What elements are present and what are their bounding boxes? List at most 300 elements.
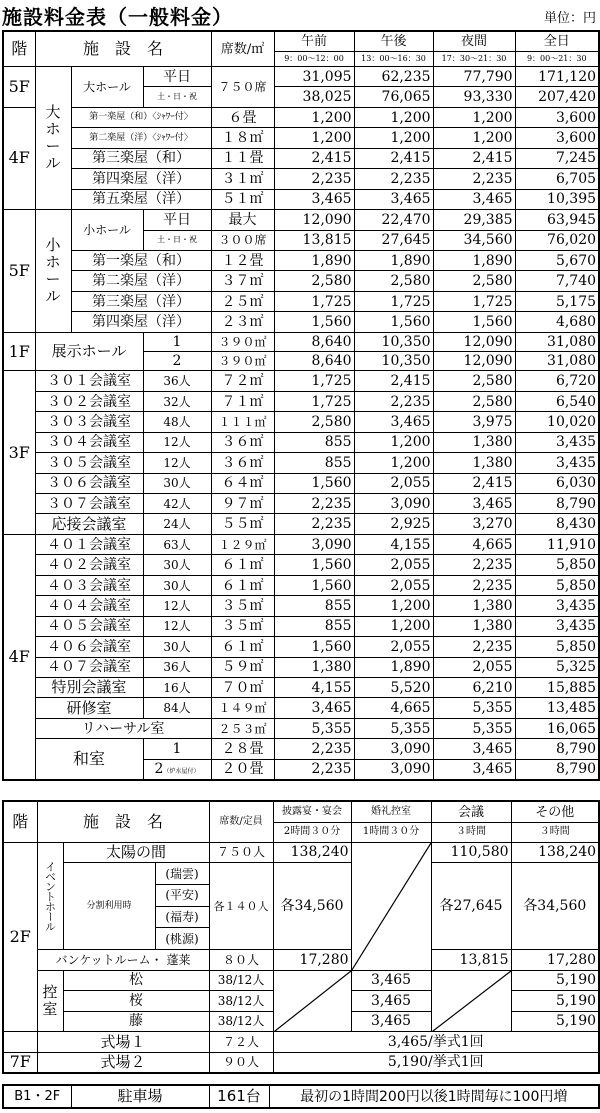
price-cell: 3,435 [515, 432, 599, 452]
price-cell: 2,415 [274, 148, 354, 168]
col-allday-header: 全日 [515, 31, 599, 51]
price-cell: 1,200 [433, 107, 515, 127]
room-size: ７１㎡ [211, 391, 274, 411]
room-name: ３０７会議室 [35, 494, 143, 514]
price-cell: 5,520 [354, 677, 433, 697]
meeting-duration: ３時間 [431, 823, 511, 843]
price-cell: 1,890 [354, 657, 433, 677]
price-cell: 77,790 [433, 67, 515, 87]
price-cell: 31,080 [515, 332, 599, 351]
price-cell: 93,330 [433, 87, 515, 107]
am-time: 9：00～12：00 [274, 51, 354, 66]
exhibition-hall-name: 展示ホール [35, 332, 143, 371]
price-cell: 2,580 [354, 271, 433, 291]
pm-time: 13：00～16：30 [354, 51, 433, 66]
price-cell: 3,600 [515, 107, 599, 127]
not-applicable-cell [273, 970, 351, 1032]
price-cell: 2,055 [354, 473, 433, 493]
price-cell: 4,155 [274, 677, 354, 697]
price-cell: 1,200 [354, 616, 433, 636]
split-use-label: 分割利用時 [63, 863, 155, 950]
price-cell: 855 [274, 432, 354, 452]
room-size: ３７㎡ [211, 271, 274, 291]
price-cell: 138,240 [273, 842, 351, 863]
room-capacity: 63人 [143, 534, 211, 554]
room-capacity: 30人 [143, 575, 211, 595]
price-cell: 2,235 [274, 494, 354, 514]
room-name: 太陽の間 [63, 842, 209, 863]
price-cell: 2,235 [354, 391, 433, 411]
price-cell: 1,200 [274, 128, 354, 148]
max-label: 最大 [211, 210, 274, 230]
price-cell: 11,910 [515, 534, 599, 554]
room-size: ６１㎡ [211, 555, 274, 575]
room-size: １８㎡ [211, 128, 274, 148]
price-cell: 34,560 [433, 230, 515, 250]
price-cell: 4,665 [433, 534, 515, 554]
room-size: ３９０㎡ [211, 332, 274, 351]
col-evening-header: 夜間 [433, 31, 515, 51]
price-cell: 2,415 [354, 371, 433, 391]
price-cell: 27,645 [354, 230, 433, 250]
price-cell: 2,055 [433, 657, 515, 677]
col-pm-header: 午後 [354, 31, 433, 51]
floor-2f: 2F [3, 842, 37, 1032]
price-cell: 2,055 [354, 555, 433, 575]
room-capacity: 36人 [143, 657, 211, 677]
ceremony-hall-2: 式場２ [37, 1052, 209, 1073]
price-cell: 2,235 [274, 169, 354, 189]
price-cell: 3,465 [433, 494, 515, 514]
price-cell: 2,415 [433, 473, 515, 493]
room-size: ３６㎡ [211, 453, 274, 473]
room-size: ２５３㎡ [211, 718, 274, 738]
price-cell: 1,380 [274, 657, 354, 677]
price-cell: 2,580 [433, 271, 515, 291]
room-size: ９７㎡ [211, 494, 274, 514]
price-cell: 7,740 [515, 271, 599, 291]
price-cell: 3,465 [351, 991, 431, 1012]
price-cell: 1,380 [433, 453, 515, 473]
price-cell: 1,200 [433, 128, 515, 148]
price-cell: 6,705 [515, 169, 599, 189]
room-size: ６１㎡ [211, 637, 274, 657]
floor-1f: 1F [3, 332, 35, 371]
room-capacity: 各１４０人 [209, 863, 273, 950]
room-capacity: 42人 [143, 494, 211, 514]
price-cell: 2,235 [433, 575, 515, 595]
price-cell: 5,850 [515, 575, 599, 595]
price-cell: 3,600 [515, 128, 599, 148]
price-cell: 各27,645 [431, 863, 511, 950]
weekend-label: 土・日・祝 [143, 87, 211, 107]
col-facility-header: 施 設 名 [37, 801, 209, 842]
room-name: ３０１会議室 [35, 371, 143, 391]
price-cell: 3,465 [351, 970, 431, 991]
col-bridal-room-header: 婚礼控室 [351, 801, 431, 823]
room-name: 第三楽屋（洋） [71, 291, 211, 311]
price-cell: 2,235 [433, 637, 515, 657]
price-cell: 5,190 [511, 991, 599, 1012]
price-cell: 各34,560 [511, 863, 599, 950]
price-cell: 3,465 [433, 759, 515, 780]
room-capacity: 30人 [143, 473, 211, 493]
price-cell: 3,435 [515, 453, 599, 473]
room-capacity: 12人 [143, 616, 211, 636]
parking-fee: 最初の1時間200円以後1時間毎に100円増 [269, 1085, 599, 1108]
price-cell: 3,975 [433, 412, 515, 432]
price-cell: 855 [274, 453, 354, 473]
room-capacity: ７５０人 [209, 842, 273, 863]
price-cell: 15,885 [515, 677, 599, 697]
room-size: １１１㎡ [211, 412, 274, 432]
price-cell: 5,175 [515, 291, 599, 311]
room-capacity: ９０人 [209, 1052, 273, 1073]
price-cell: 1,890 [274, 250, 354, 270]
room-size: ７０㎡ [211, 677, 274, 697]
not-applicable-cell [351, 842, 431, 970]
room-name: 第二楽屋（洋） [71, 271, 211, 291]
price-cell: 2,235 [354, 169, 433, 189]
room-size: ５１㎡ [211, 189, 274, 209]
room-name: ３０２会議室 [35, 391, 143, 411]
col-meeting-header: 会議 [431, 801, 511, 823]
allday-time: 9：00～21：30 [515, 51, 599, 66]
banquet-duration: 2時間３０分 [273, 823, 351, 843]
floor-2f-cont [3, 1032, 37, 1053]
price-cell: 1,200 [354, 453, 433, 473]
room-name: 第一楽屋（和） [71, 250, 211, 270]
price-cell: 5,190 [511, 1011, 599, 1032]
room-capacity: 48人 [143, 412, 211, 432]
price-cell: 1,200 [274, 107, 354, 127]
room-name: 第四楽屋（洋） [71, 169, 211, 189]
price-cell: 13,485 [515, 698, 599, 718]
price-cell: 8,790 [515, 494, 599, 514]
room-size: １２畳 [211, 250, 274, 270]
not-applicable-cell [431, 970, 511, 1032]
price-cell: 1,725 [274, 391, 354, 411]
price-cell: 5,355 [354, 718, 433, 738]
parking-table [2, 1084, 600, 1109]
price-cell: 38,025 [274, 87, 354, 107]
room-name: 桜 [63, 991, 209, 1012]
price-cell: 3,090 [354, 494, 433, 514]
price-cell: 1,725 [433, 291, 515, 311]
price-cell: 1,380 [433, 596, 515, 616]
banquet-fee-table [2, 800, 600, 1074]
price-cell: 1,725 [274, 371, 354, 391]
room-name: ４０３会議室 [35, 575, 143, 595]
price-cell: 2,235 [433, 169, 515, 189]
price-cell: 3,465 [351, 1011, 431, 1032]
price-cell: 207,420 [515, 87, 599, 107]
room-name: 第二楽屋（洋）〈ｼｬﾜｰ付〉 [71, 128, 211, 148]
price-cell: 8,640 [274, 352, 354, 371]
room-size: ３６㎡ [211, 432, 274, 452]
room-capacity: 36人 [143, 371, 211, 391]
price-cell: 3,465 [274, 189, 354, 209]
price-cell: 10,350 [354, 352, 433, 371]
price-cell: 7,245 [515, 148, 599, 168]
unit-label: 単位：円 [543, 11, 596, 26]
weekday-label: 平日 [143, 210, 211, 230]
room-name: (平安) [155, 884, 209, 906]
ceremony-hall-1: 式場１ [37, 1032, 209, 1053]
floor-4f: 4F [3, 534, 35, 780]
price-cell: 31,080 [515, 352, 599, 371]
price-cell: 1,560 [274, 575, 354, 595]
floor-4f: 4F [3, 107, 35, 209]
price-cell: 29,385 [433, 210, 515, 230]
price-cell: 138,240 [511, 842, 599, 863]
room-name: (福寿) [155, 906, 209, 928]
room-size: ３５㎡ [211, 596, 274, 616]
floor-5f: 5F [3, 67, 35, 108]
room-size: ５９㎡ [211, 657, 274, 677]
col-floor-header: 階 [3, 31, 35, 67]
price-cell: 1,890 [433, 250, 515, 270]
price-cell: 1,560 [433, 312, 515, 332]
general-fee-table [2, 30, 600, 781]
parking-floor: B1・2F [3, 1085, 71, 1108]
price-cell: 4,680 [515, 312, 599, 332]
col-seats-header: 席数/㎡ [211, 31, 274, 67]
room-name: ３０３会議室 [35, 412, 143, 432]
price-cell: 3,465 [433, 739, 515, 759]
room-size: ６畳 [211, 107, 274, 127]
price-cell: 1,380 [433, 616, 515, 636]
room-capacity: 30人 [143, 637, 211, 657]
col-facility-header: 施 設 名 [35, 31, 211, 67]
price-cell: 3,465 [274, 698, 354, 718]
room-size: １４９㎡ [211, 698, 274, 718]
price-cell: 31,095 [274, 67, 354, 87]
price-cell: 8,790 [515, 759, 599, 780]
ceremony-price: 3,465/挙式1回 [273, 1032, 599, 1053]
price-cell: 2,415 [433, 148, 515, 168]
price-cell: 5,355 [433, 698, 515, 718]
price-cell: 3,435 [515, 616, 599, 636]
price-cell: 2,235 [274, 514, 354, 534]
large-hall-seats: ７５０席 [211, 67, 274, 108]
price-cell: 1,200 [354, 432, 433, 452]
price-cell: 3,090 [274, 534, 354, 554]
waiting-room-group: 控 室 [37, 970, 63, 1032]
room-capacity: 38/12人 [209, 1011, 273, 1032]
price-cell: 171,120 [515, 67, 599, 87]
price-cell: 2,580 [433, 391, 515, 411]
price-cell: 1,560 [274, 312, 354, 332]
price-cell: 6,210 [433, 677, 515, 697]
room-capacity: 24人 [143, 514, 211, 534]
large-hall-name: 大ホール [71, 67, 143, 108]
price-cell: 10,395 [515, 189, 599, 209]
price-cell: 6,720 [515, 371, 599, 391]
room-capacity: 12人 [143, 596, 211, 616]
room-name: バンケットルーム・ 蓬莱 [37, 949, 209, 970]
price-cell: 4,665 [354, 698, 433, 718]
price-cell: 855 [274, 596, 354, 616]
room-name: 特別会議室 [35, 677, 143, 697]
room-size: １１畳 [211, 148, 274, 168]
floor-7f: 7F [3, 1052, 37, 1073]
price-cell: 5,850 [515, 555, 599, 575]
room-size: ２５㎡ [211, 291, 274, 311]
room-size: ６４㎡ [211, 473, 274, 493]
price-cell: 2,580 [433, 371, 515, 391]
price-cell: 2,415 [354, 148, 433, 168]
price-cell: 1,200 [354, 596, 433, 616]
room-name: 松 [63, 970, 209, 991]
japanese-room-name: 和室 [35, 739, 143, 780]
price-cell: 62,235 [354, 67, 433, 87]
price-cell: 76,020 [515, 230, 599, 250]
weekday-label: 平日 [143, 67, 211, 87]
price-cell: 17,280 [273, 949, 351, 970]
price-cell: 5,850 [515, 637, 599, 657]
col-other-header: その他 [511, 801, 599, 823]
section-number: 1 [143, 739, 211, 759]
price-cell: 1,725 [274, 291, 354, 311]
room-name: ３０５会議室 [35, 453, 143, 473]
price-cell: 16,065 [515, 718, 599, 738]
price-cell: 1,560 [274, 555, 354, 575]
price-cell: 855 [274, 616, 354, 636]
room-capacity: 12人 [143, 453, 211, 473]
price-cell: 110,580 [431, 842, 511, 863]
other-duration: ３時間 [511, 823, 599, 843]
room-name: 研修室 [35, 698, 143, 718]
room-name: ４０６会議室 [35, 637, 143, 657]
room-capacity: 84人 [143, 698, 211, 718]
room-name: ４０５会議室 [35, 616, 143, 636]
price-cell: 63,945 [515, 210, 599, 230]
room-name: ４０７会議室 [35, 657, 143, 677]
room-capacity: 38/12人 [209, 991, 273, 1012]
room-name: (桃源) [155, 928, 209, 950]
price-cell: 1,560 [274, 473, 354, 493]
section-number: 2 [143, 352, 211, 371]
col-am-header: 午前 [274, 31, 354, 51]
ceremony-price: 5,190/挙式1回 [273, 1052, 599, 1073]
evening-time: 17：30～21：30 [433, 51, 515, 66]
price-cell: 5,355 [433, 718, 515, 738]
room-size: ５５㎡ [211, 514, 274, 534]
section-number: 2（炉水屋付） [143, 759, 211, 780]
price-cell: 2,235 [274, 759, 354, 780]
room-size: １２９㎡ [211, 534, 274, 554]
col-floor-header: 階 [3, 801, 37, 842]
col-banquet-header: 披露宴・宴会 [273, 801, 351, 823]
floor-3f: 3F [3, 371, 35, 535]
bridal-room-duration: 1時間３０分 [351, 823, 431, 843]
room-name: 応接会議室 [35, 514, 143, 534]
room-size: ６１㎡ [211, 575, 274, 595]
price-cell: 3,270 [433, 514, 515, 534]
price-cell: 2,055 [354, 637, 433, 657]
event-hall-group: イベントホール [37, 842, 63, 949]
page-title: 施設料金表（一般料金） [2, 5, 233, 29]
room-name: ３０６会議室 [35, 473, 143, 493]
price-cell: 2,055 [354, 575, 433, 595]
price-cell: 2,580 [274, 271, 354, 291]
room-name: ４０１会議室 [35, 534, 143, 554]
price-cell: 6,540 [515, 391, 599, 411]
price-cell: 12,090 [274, 210, 354, 230]
price-cell: 1,560 [274, 637, 354, 657]
room-size: ３９０㎡ [211, 352, 274, 371]
price-cell: 2,925 [354, 514, 433, 534]
room-name: ４０２会議室 [35, 555, 143, 575]
price-cell: 1,725 [354, 291, 433, 311]
price-cell: 4,155 [354, 534, 433, 554]
room-size: ２８畳 [211, 739, 274, 759]
price-cell: 1,380 [433, 432, 515, 452]
room-capacity: ７２人 [209, 1032, 273, 1053]
room-name: 第三楽屋（和） [71, 148, 211, 168]
price-cell: 13,815 [431, 949, 511, 970]
small-hall-name: 小ホール [71, 210, 143, 251]
room-size: ３５㎡ [211, 616, 274, 636]
room-name: ４０４会議室 [35, 596, 143, 616]
price-cell: 8,430 [515, 514, 599, 534]
room-size: ２０畳 [211, 759, 274, 780]
price-cell: 3,435 [515, 596, 599, 616]
price-cell: 1,200 [354, 128, 433, 148]
price-cell: 8,640 [274, 332, 354, 351]
small-hall-seats: ３００席 [211, 230, 274, 250]
price-cell: 13,815 [274, 230, 354, 250]
room-capacity: 30人 [143, 555, 211, 575]
price-cell: 5,355 [274, 718, 354, 738]
price-cell: 12,090 [433, 352, 515, 371]
room-name: ３０４会議室 [35, 432, 143, 452]
large-hall-group: 大 ホ ー ル [35, 67, 71, 210]
price-cell: 5,670 [515, 250, 599, 270]
price-cell: 3,090 [354, 739, 433, 759]
price-cell: 2,235 [433, 555, 515, 575]
room-name: (瑞雲) [155, 863, 209, 885]
room-name: 第四楽屋（洋） [71, 312, 211, 332]
price-cell: 10,020 [515, 412, 599, 432]
price-cell: 3,465 [354, 412, 433, 432]
price-cell: 12,090 [433, 332, 515, 351]
small-hall-group: 小 ホ ー ル [35, 210, 71, 333]
price-cell: 各34,560 [273, 863, 351, 950]
price-cell: 2,235 [274, 739, 354, 759]
price-cell: 76,065 [354, 87, 433, 107]
price-cell: 2,580 [274, 412, 354, 432]
parking-count: 161台 [209, 1085, 269, 1108]
room-capacity: ８０人 [209, 949, 273, 970]
price-cell: 6,030 [515, 473, 599, 493]
price-cell: 1,200 [354, 107, 433, 127]
price-cell: 3,090 [354, 759, 433, 780]
price-cell: 5,325 [515, 657, 599, 677]
room-name: 第五楽屋（洋） [71, 189, 211, 209]
floor-5f: 5F [3, 210, 35, 333]
price-cell: 22,470 [354, 210, 433, 230]
section-number: 1 [143, 332, 211, 351]
price-cell: 8,790 [515, 739, 599, 759]
price-cell: 5,190 [511, 970, 599, 991]
room-size: ３１㎡ [211, 169, 274, 189]
price-cell: 1,890 [354, 250, 433, 270]
room-capacity: 32人 [143, 391, 211, 411]
room-name: 第一楽屋（和）〈ｼｬﾜｰ付〉 [71, 107, 211, 127]
header [0, 0, 600, 30]
